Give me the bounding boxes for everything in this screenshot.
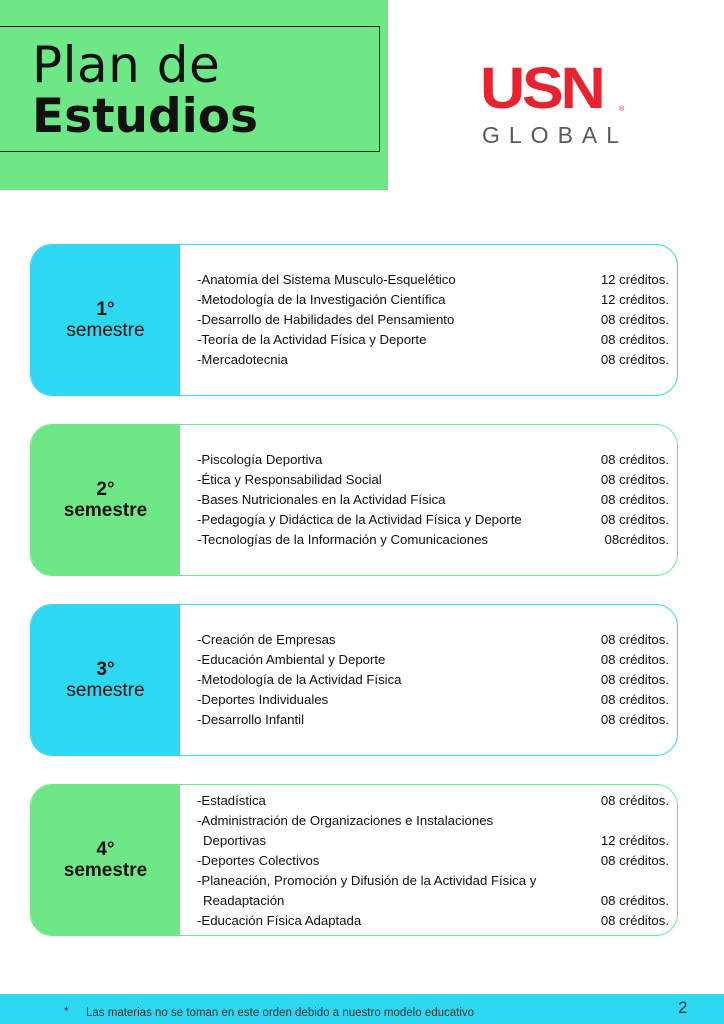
semester-number: 2° [96,479,115,500]
subject-name: Deportivas [203,833,267,848]
subject-row [197,270,669,290]
subject-credits: 08 créditos. [600,793,669,808]
subject-credits: 08 créditos. [600,492,669,507]
semester-label-panel [31,785,180,935]
subject-credits: 08 créditos. [600,913,669,928]
semester-number: 1° [96,299,115,320]
subject-credits: 08 créditos. [600,632,669,647]
logo-usn-text: USN [480,56,603,121]
footer-bullet: * [64,1004,69,1018]
subject-row [197,490,669,510]
subject-name: -Bases Nutricionales en la Actividad Física [197,492,446,507]
subject-name: -Administración de Organizaciones e Instalaciones [197,813,494,828]
subject-row [197,710,669,730]
subject-row [197,470,669,490]
subject-name: -Planeación, Promoción y Difusión de la Actividad Física y [197,873,537,888]
subject-row [197,450,669,470]
subject-row [197,670,669,690]
subject-credits: 08 créditos. [600,692,669,707]
subject-credits: 08 créditos. [600,352,669,367]
semester-card [30,424,678,576]
subject-row [197,330,669,350]
subject-name: -Educación Ambiental y Deporte [197,652,386,667]
subject-name: -Piscología Deportiva [197,452,323,467]
semester-card [30,604,678,756]
subject-credits: 08 créditos. [600,472,669,487]
subject-credits: 12 créditos. [600,272,669,287]
subject-credits: 08créditos. [604,532,669,547]
subject-name: -Deportes Individuales [197,692,329,707]
subject-row [197,530,669,550]
subject-row [197,310,669,330]
subject-row [197,630,669,650]
subject-row [197,350,669,370]
logo-registered-mark: ® [619,106,625,113]
subject-row [197,871,669,891]
semester-label-panel [31,425,180,575]
subject-row [197,891,669,911]
subject-row [197,811,669,831]
subject-credits: 08 créditos. [600,652,669,667]
semester-card [30,244,678,396]
subject-row [197,831,669,851]
semester-word: semestre [63,860,148,881]
subject-name: Readaptación [203,893,285,908]
subject-row [197,690,669,710]
semester-word: semestre [63,500,148,521]
subject-name: -Metodología de la Actividad Física [197,672,402,687]
subject-credits: 08 créditos. [600,452,669,467]
logo-global-text: GLOBAL [482,122,629,148]
semester-label-panel [31,605,180,755]
semester-word: semestre [66,680,145,701]
subject-row [197,650,669,670]
subject-name: -Tecnologías de la Información y Comunicaciones [197,532,489,547]
subject-name: -Ética y Responsabilidad Social [197,472,382,487]
footer-note: Las materias no se toman en este orden debido a nuestro modelo educativo [86,1007,475,1019]
subject-credits: 08 créditos. [600,672,669,687]
subject-credits: 08 créditos. [600,312,669,327]
subjects-list [197,785,669,935]
subject-credits: 08 créditos. [600,853,669,868]
semester-number: 3° [96,659,115,680]
subject-name: -Anatomía del Sistema Musculo-Esquelético [197,272,456,287]
subject-credits: 08 créditos. [600,893,669,908]
subjects-list [197,245,669,395]
subject-credits: 08 créditos. [600,512,669,527]
semester-card [30,784,678,936]
semester-label-panel [31,245,180,395]
title-line-2: Estudios [32,89,259,144]
subject-name: -Desarrollo Infantil [197,712,305,727]
subject-name: -Deportes Colectivos [197,853,320,868]
subject-row [197,510,669,530]
subject-row [197,911,669,931]
subject-row [197,851,669,871]
semester-number: 4° [96,839,115,860]
subject-credits: 12 créditos. [600,833,669,848]
subject-name: -Mercadotecnia [197,352,288,367]
subject-name: -Desarrollo de Habilidades del Pensamiento [197,312,455,327]
subject-credits: 12 créditos. [600,292,669,307]
subject-name: -Estadística [197,793,266,808]
subject-name: -Educación Física Adaptada [197,913,362,928]
subject-name: -Pedagogía y Didáctica de la Actividad Física y Deporte [197,512,522,527]
subject-row [197,290,669,310]
semester-word: semestre [66,320,145,341]
subject-name: -Metodología de la Investigación Científica [197,292,446,307]
subject-name: -Teoría de la Actividad Física y Deporte [197,332,427,347]
title-line-1: Plan de [32,36,221,94]
usn-global-logo [480,56,630,152]
subjects-list [197,605,669,755]
subjects-list [197,425,669,575]
subject-credits: 08 créditos. [600,712,669,727]
subject-name: -Creación de Empresas [197,632,336,647]
page-number: 2 [678,998,688,1017]
subject-row [197,791,669,811]
subject-credits: 08 créditos. [600,332,669,347]
